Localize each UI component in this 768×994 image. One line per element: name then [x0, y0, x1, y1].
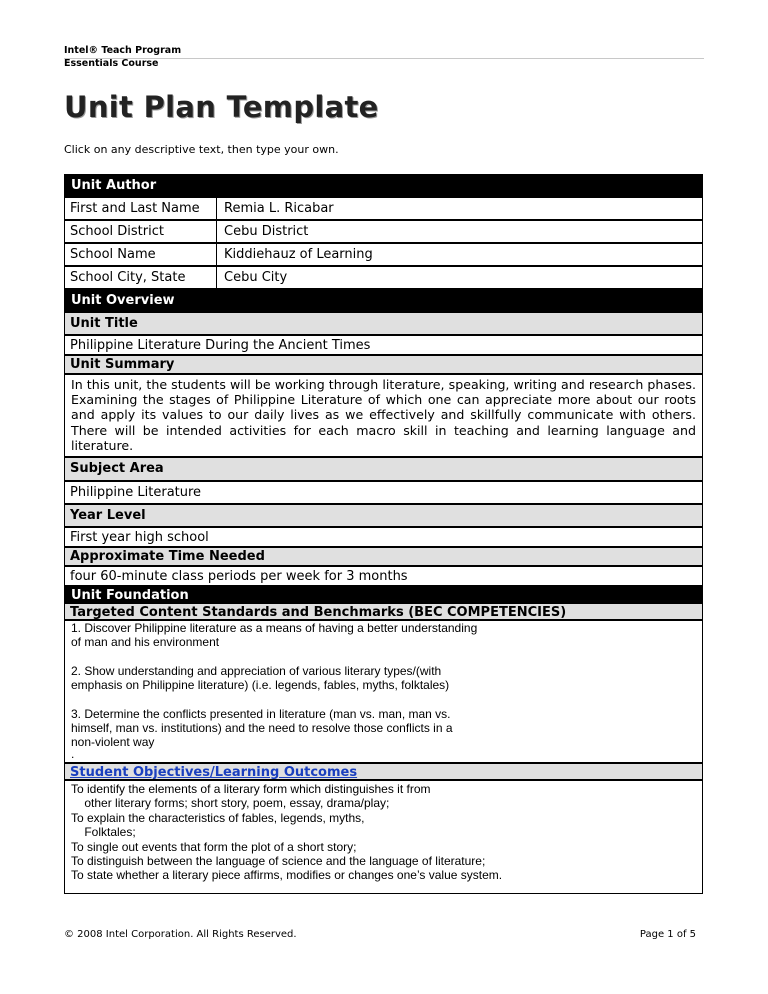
objective-line: To distinguish between the language of science and the language of literature;	[71, 854, 486, 869]
copyright-notice: © 2008 Intel Corporation. All Rights Reserved.	[64, 929, 297, 940]
school-district-field[interactable]: Cebu District	[224, 224, 309, 239]
school-city-field[interactable]: Cebu City	[224, 270, 288, 285]
unit-overview-heading: Unit Overview	[64, 289, 703, 312]
content-standards-field[interactable]	[64, 620, 703, 763]
standards-line: 2. Show understanding and appreciation of various literary types/(with	[71, 663, 442, 678]
objective-line: To state whether a literary piece affirms, modifies or changes one’s value system.	[71, 868, 503, 883]
time-needed-label: Approximate Time Needed	[64, 547, 703, 566]
unit-foundation-heading: Unit Foundation	[64, 586, 703, 603]
objective-line: Folktales;	[71, 825, 136, 840]
document-header	[64, 44, 181, 70]
objective-line: To identify the elements of a literary form which distinguishes it from	[71, 782, 431, 796]
course-name: Essentials Course	[64, 58, 159, 69]
content-standards-label: Targeted Content Standards and Benchmarks (BEC COMPETENCIES)	[64, 603, 703, 620]
program-name: Intel® Teach Program	[64, 45, 182, 56]
standards-line: himself, man vs. institutions) and the need to resolve those conflicts in a	[71, 721, 453, 736]
school-name-row	[64, 243, 703, 266]
unit-summary-field[interactable]: In this unit, the students will be working through literature, speaking, writing and research phases. Examining the stages of Philippine Literature of which one can appreciate more about our roots and apply its values to our daily lives as we effectively and skillfully communicate with others. There will be intended activities for each macro skill in teaching and learning language and literature.	[64, 374, 703, 457]
objective-line: To single out events that form the plot of a short story;	[71, 839, 357, 854]
standards-line: 3. Determine the conflicts presented in literature (man vs. man, man vs.	[71, 706, 451, 721]
unit-title-field[interactable]: Philippine Literature During the Ancient Times	[64, 335, 703, 355]
standards-line: non-violent way	[71, 735, 155, 750]
standards-line: emphasis on Philippine literature) (i.e. legends, fables, myths, folktales)	[71, 678, 450, 693]
standards-line: 1. Discover Philippine literature as a means of having a better understanding	[71, 621, 478, 635]
standards-line: .	[71, 746, 75, 761]
page-title: Unit Plan Template	[64, 90, 379, 124]
learning-outcomes-field[interactable]	[64, 780, 703, 894]
school-name-field[interactable]: Kiddiehauz of Learning	[224, 247, 373, 262]
field-label: First and Last Name	[65, 198, 217, 219]
unit-author-heading: Unit Author	[64, 174, 703, 197]
time-needed-field[interactable]: four 60-minute class periods per week for 3 months	[64, 566, 703, 586]
school-district-row	[64, 220, 703, 243]
header-rule	[64, 58, 704, 59]
learning-outcomes-label[interactable]: Student Objectives/Learning Outcomes	[64, 763, 703, 780]
instruction-text: Click on any descriptive text, then type your own.	[64, 143, 339, 156]
subject-area-label: Subject Area	[64, 457, 703, 481]
standards-line: of man and his environment	[71, 635, 220, 650]
unit-title-label: Unit Title	[64, 312, 703, 335]
field-label: School Name	[65, 244, 217, 265]
school-city-row	[64, 266, 703, 289]
subject-area-field[interactable]: Philippine Literature	[64, 481, 703, 504]
field-label: School City, State	[65, 267, 217, 288]
unit-summary-label: Unit Summary	[64, 355, 703, 374]
objective-line: To explain the characteristics of fables, legends, myths,	[71, 810, 365, 825]
page-number: Page 1 of 5	[639, 929, 696, 940]
year-level-field[interactable]: First year high school	[64, 527, 703, 547]
field-label: School District	[65, 221, 217, 242]
objective-line: other literary forms; short story, poem, essay, drama/play;	[71, 796, 390, 811]
author-name-field[interactable]: Remia L. Ricabar	[224, 201, 334, 216]
author-name-row	[64, 197, 703, 220]
year-level-label: Year Level	[64, 504, 703, 527]
